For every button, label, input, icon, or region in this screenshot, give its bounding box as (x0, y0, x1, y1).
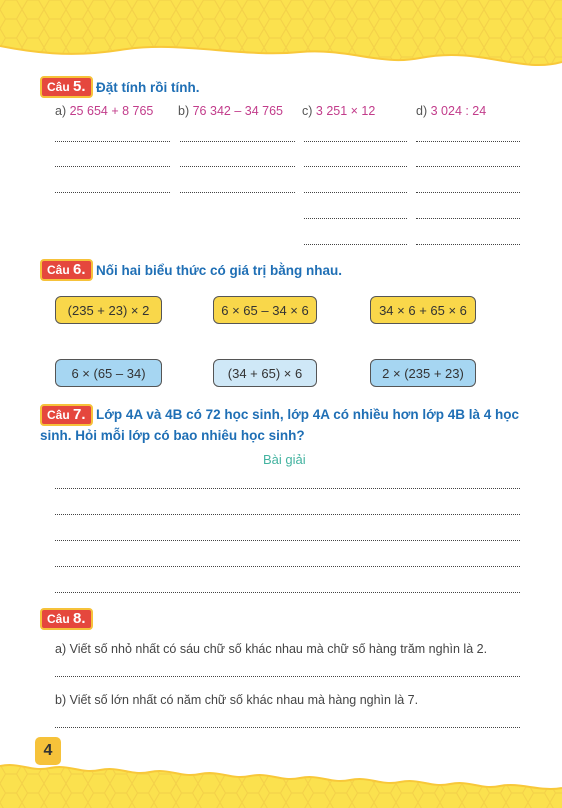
answer-line[interactable] (416, 192, 520, 193)
badge-number: 7. (73, 406, 86, 423)
badge-prefix: Câu (47, 408, 70, 422)
answer-line[interactable] (416, 166, 520, 167)
question-8-badge (40, 608, 93, 630)
task-d (416, 104, 486, 118)
expression-box-top-3[interactable]: 34 × 6 + 65 × 6 (370, 296, 476, 324)
bottom-honeycomb-band (0, 736, 562, 808)
badge-prefix: Câu (47, 612, 70, 626)
answer-line[interactable] (180, 141, 295, 142)
question-8-part-b: b) Viết số lớn nhất có năm chữ số khác nhau mà hàng nghìn là 7. (55, 693, 419, 707)
answer-line[interactable] (304, 192, 407, 193)
answer-line[interactable] (55, 676, 520, 677)
expression-box-bottom-1[interactable]: 6 × (65 – 34) (55, 359, 162, 387)
question-6-badge (40, 259, 93, 281)
badge-number: 5. (73, 78, 86, 95)
expression-box-bottom-3[interactable]: 2 × (235 + 23) (370, 359, 476, 387)
solution-heading: Bài giải (263, 452, 306, 467)
page-number: 4 (35, 737, 61, 765)
task-label: a) (55, 104, 67, 118)
task-b (178, 104, 283, 118)
expression-box-bottom-2[interactable]: (34 + 65) × 6 (213, 359, 317, 387)
answer-line[interactable] (304, 141, 407, 142)
badge-prefix: Câu (47, 80, 70, 94)
answer-line[interactable] (55, 192, 170, 193)
answer-line[interactable] (304, 244, 407, 245)
answer-line[interactable] (416, 141, 520, 142)
answer-line[interactable] (55, 540, 520, 541)
answer-line[interactable] (55, 566, 520, 567)
expression-box-top-2[interactable]: 6 × 65 – 34 × 6 (213, 296, 317, 324)
question-5-title: Đặt tính rồi tính. (96, 80, 200, 95)
answer-line[interactable] (180, 166, 295, 167)
badge-prefix: Câu (47, 263, 70, 277)
task-label: c) (302, 104, 313, 118)
badge-number: 8. (73, 610, 86, 627)
expression-box-top-1[interactable]: (235 + 23) × 2 (55, 296, 162, 324)
answer-line[interactable] (304, 218, 407, 219)
answer-line[interactable] (304, 166, 407, 167)
answer-line[interactable] (416, 218, 520, 219)
question-6-title: Nối hai biểu thức có giá trị bằng nhau. (96, 263, 343, 278)
task-expression: 3 024 : 24 (430, 104, 487, 118)
answer-line[interactable] (55, 514, 520, 515)
task-a (55, 104, 153, 118)
answer-line[interactable] (55, 166, 170, 167)
task-label: b) (178, 104, 190, 118)
answer-line[interactable] (416, 244, 520, 245)
answer-line[interactable] (55, 141, 170, 142)
question-5-badge (40, 76, 93, 98)
task-expression: 3 251 × 12 (315, 104, 376, 118)
answer-line[interactable] (55, 592, 520, 593)
badge-number: 6. (73, 261, 86, 278)
question-7-title-line-2: sinh. Hỏi mỗi lớp có bao nhiêu học sinh? (40, 428, 305, 443)
task-c (302, 104, 375, 118)
answer-line[interactable] (55, 488, 520, 489)
task-expression: 25 654 + 8 765 (69, 104, 154, 118)
task-label: d) (416, 104, 428, 118)
question-7-title-line-1: Lớp 4A và 4B có 72 học sinh, lớp 4A có nhiều hơn lớp 4B là 4 học (96, 407, 519, 422)
question-8-part-a: a) Viết số nhỏ nhất có sáu chữ số khác nhau mà chữ số hàng trăm nghìn là 2. (55, 642, 488, 656)
answer-line[interactable] (180, 192, 295, 193)
question-7-badge (40, 404, 93, 426)
task-expression: 76 342 – 34 765 (192, 104, 283, 118)
answer-line[interactable] (55, 727, 520, 728)
top-honeycomb-band (0, 0, 562, 80)
